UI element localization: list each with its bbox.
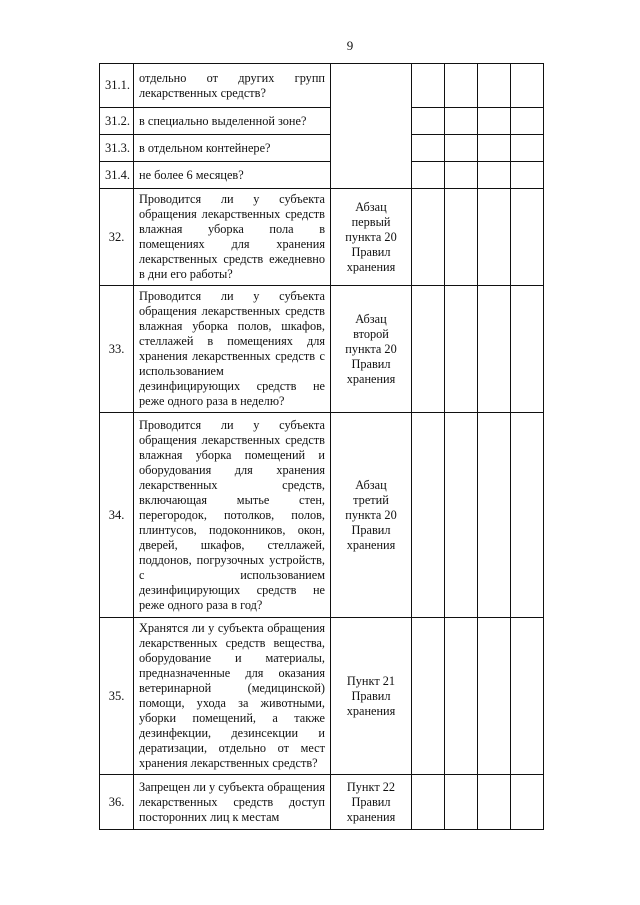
row-number: 32. [100,189,134,286]
legal-reference: Абзац второй пункта 20 Правил хранения [331,286,412,413]
table-row [100,286,544,413]
answer-cell-na [478,286,511,413]
row-number: 31.1. [100,64,134,108]
answer-cell-no [445,618,478,775]
answer-cell-na [478,108,511,135]
table-row [100,108,544,135]
table-row [100,618,544,775]
question-text: не более 6 месяцев? [134,162,331,189]
legal-reference: Пункт 21 Правил хранения [331,618,412,775]
answer-cell-na [478,775,511,830]
answer-cell-no [445,64,478,108]
answer-cell-yes [412,286,445,413]
answer-cell-yes [412,775,445,830]
question-text: Проводится ли у субъекта обращения лекарственных средств влажная уборка пола в помещениях для хранения лекарственных средств ежедневно в дни его работы? [134,189,331,286]
question-text: Хранятся ли у субъекта обращения лекарственных средств вещества, оборудование и материалы, предназначенные для оказания ветеринарной (медицинской) помощи, ухода за животными, уборки помещений, а также дезинфекции, дезинсекции и дератизации, отдельно от мест хранения лекарственных средств? [134,618,331,775]
answer-cell-na [478,618,511,775]
row-number: 31.2. [100,108,134,135]
question-text: Запрещен ли у субъекта обращения лекарственных средств доступ посторонних лиц к местам [134,775,331,830]
answer-cell-note [511,64,544,108]
answer-cell-note [511,618,544,775]
row-number: 35. [100,618,134,775]
row-number: 31.3. [100,135,134,162]
answer-cell-yes [412,108,445,135]
table-row [100,64,544,108]
answer-cell-na [478,413,511,618]
legal-reference: Абзац первый пункта 20 Правил хранения [331,189,412,286]
question-text: Проводится ли у субъекта обращения лекарственных средств влажная уборка полов, шкафов, стеллажей в помещениях для хранения лекарственных средств с использованием дезинфицирующих средств не реже одного раза в неделю? [134,286,331,413]
answer-cell-na [478,64,511,108]
question-text: Проводится ли у субъекта обращения лекарственных средств влажная уборка помещений и оборудования для хранения лекарственных средств, включающая мытье стен, перегородок, потолков, полов, плинтусов, подоконников, окон, дверей, шкафов, стеллажей, поддонов, погрузочных устройств, с использованием дезинфицирующих средств не реже одного раза в год? [134,413,331,618]
answer-cell-na [478,162,511,189]
table-row [100,775,544,830]
answer-cell-yes [412,135,445,162]
answer-cell-no [445,162,478,189]
answer-cell-note [511,135,544,162]
answer-cell-no [445,189,478,286]
legal-reference: Пункт 22 Правил хранения [331,775,412,830]
answer-cell-note [511,108,544,135]
answer-cell-no [445,286,478,413]
legal-reference: Абзац третий пункта 20 Правил хранения [331,413,412,618]
answer-cell-yes [412,162,445,189]
answer-cell-yes [412,413,445,618]
answer-cell-na [478,189,511,286]
question-text: в специально выделенной зоне? [134,108,331,135]
legal-reference [331,64,412,189]
answer-cell-no [445,108,478,135]
table-row [100,189,544,286]
page-number: 9 [346,38,354,53]
table-row [100,135,544,162]
answer-cell-note [511,189,544,286]
answer-cell-na [478,135,511,162]
answer-cell-yes [412,64,445,108]
row-number: 31.4. [100,162,134,189]
table-row [100,162,544,189]
answer-cell-note [511,775,544,830]
answer-cell-note [511,413,544,618]
answer-cell-no [445,135,478,162]
answer-cell-note [511,162,544,189]
row-number: 33. [100,286,134,413]
question-text: отдельно от других групп лекарственных средств? [134,64,331,108]
checklist-table [99,63,544,830]
answer-cell-yes [412,618,445,775]
answer-cell-no [445,413,478,618]
answer-cell-no [445,775,478,830]
table-row [100,413,544,618]
answer-cell-yes [412,189,445,286]
question-text: в отдельном контейнере? [134,135,331,162]
row-number: 36. [100,775,134,830]
row-number: 34. [100,413,134,618]
answer-cell-note [511,286,544,413]
